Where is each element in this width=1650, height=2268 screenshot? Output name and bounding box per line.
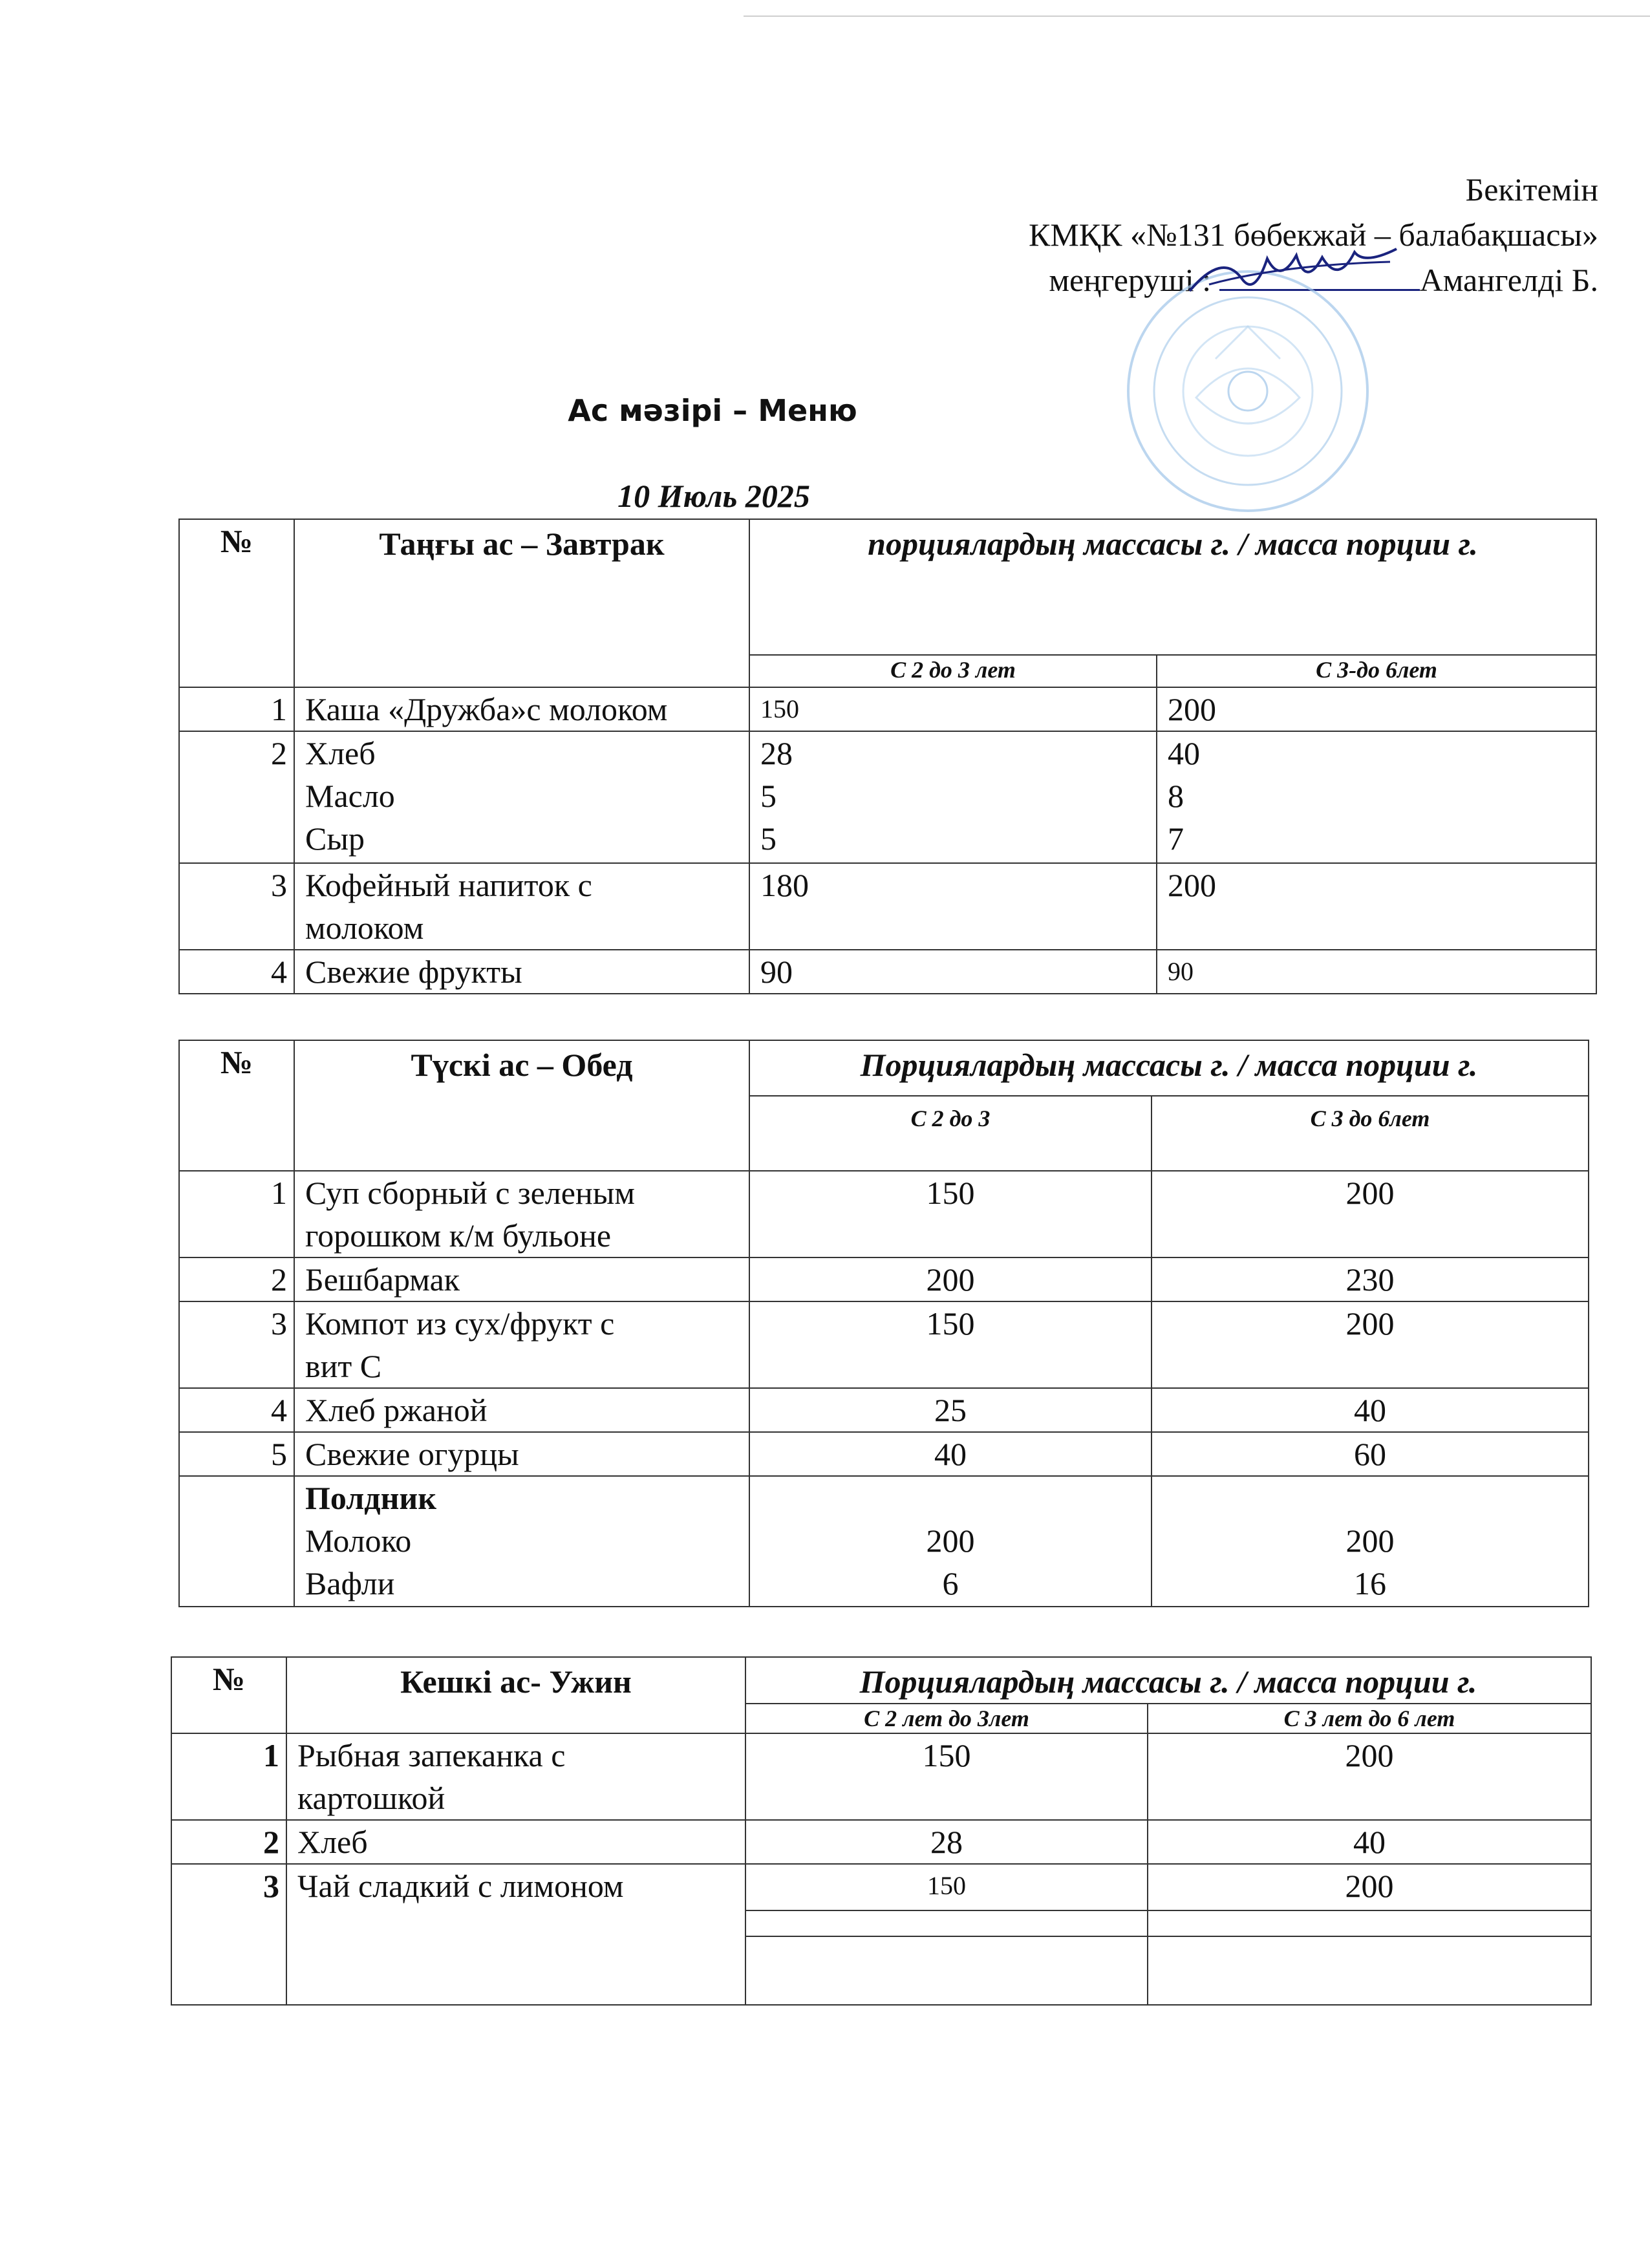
portion-age2: 7 (1168, 820, 1184, 857)
row-number: 4 (179, 950, 294, 994)
row-number: 1 (171, 1733, 286, 1820)
table-row (179, 863, 1596, 950)
row-number: 1 (179, 1171, 294, 1257)
col-meal-header: Кешкі ас- Ужин (286, 1657, 745, 1733)
portion-age2: 8 (1168, 778, 1184, 814)
col-mass-header: Порциялардың массасы г. / масса порции г. (749, 1040, 1589, 1096)
dish-name: Суп сборный с зеленым (305, 1175, 635, 1211)
portion-age1: 5 (760, 778, 777, 814)
portion-age2: 200 (1148, 1864, 1591, 1910)
age-group-2: С 3 лет до 6 лет (1148, 1704, 1591, 1733)
portion-age2: 200 (1152, 1171, 1589, 1257)
col-number-header: № (171, 1657, 286, 1733)
empty-cell (1148, 1910, 1591, 1936)
dish-name: Вафли (305, 1565, 395, 1601)
signature (1183, 239, 1403, 304)
col-mass-header: Порциялардың массасы г. / масса порции г. (745, 1657, 1591, 1704)
portion-age1: 5 (760, 820, 777, 857)
portion-age1: 180 (749, 863, 1157, 950)
portion-age2: 230 (1152, 1257, 1589, 1301)
page-title: Ас мәзірі – Меню (568, 393, 857, 428)
col-number-header: № (179, 1040, 294, 1171)
dish-name: Масло (305, 778, 395, 814)
portion-age1: 150 (745, 1864, 1148, 1910)
portion-age1: 150 (749, 1171, 1152, 1257)
dish-name: Свежие огурцы (294, 1432, 749, 1476)
table-row (179, 950, 1596, 994)
portion-age1: 150 (749, 687, 1157, 731)
dish-name: горошком к/м бульоне (305, 1217, 612, 1254)
snack-list (294, 1476, 749, 1607)
lunch-table (178, 1040, 1589, 1607)
menu-date: 10 Июль 2025 (617, 478, 810, 514)
table-row (179, 1388, 1589, 1432)
dish-name: вит С (305, 1348, 382, 1384)
approval-line1: Бекітемін (1465, 171, 1598, 208)
dish-name: Хлеб ржаной (294, 1388, 749, 1432)
col-meal-header: Түскі ас – Обед (294, 1040, 749, 1171)
portion-age2: 40 (1168, 735, 1200, 771)
portion-age1: 200 (749, 1257, 1152, 1301)
row-number: 3 (179, 1301, 294, 1388)
dish-name: Молоко (305, 1523, 412, 1559)
table-row (171, 1820, 1591, 1864)
row-number: 3 (179, 863, 294, 950)
row-number: 2 (179, 731, 294, 863)
col-meal-header: Таңғы ас – Завтрак (294, 519, 749, 687)
col-number-header: № (179, 519, 294, 687)
portion-age1: 40 (749, 1432, 1152, 1476)
age-group-2: С 3 до 6лет (1152, 1096, 1589, 1171)
dish-name: Чай сладкий с лимоном (286, 1864, 745, 2005)
age-group-2: С 3-до 6лет (1157, 655, 1596, 687)
col-mass-header: порциялардың массасы г. / масса порции г. (749, 519, 1596, 655)
portion-age2: 200 (1157, 687, 1596, 731)
portion-list-age1 (749, 731, 1157, 863)
portion-age1: 90 (749, 950, 1157, 994)
dish-list (294, 1171, 749, 1257)
portion-age1: 25 (749, 1388, 1152, 1432)
age-group-1: С 2 до 3 (749, 1096, 1152, 1171)
dish-list (294, 731, 749, 863)
portion-list-age2 (1157, 731, 1596, 863)
portion-age2: 200 (1148, 1733, 1591, 1820)
dinner-table (171, 1656, 1592, 2006)
row-number-empty (179, 1476, 294, 1607)
row-number: 2 (171, 1820, 286, 1864)
empty-cell (745, 1936, 1148, 2005)
portion-age1: 150 (749, 1301, 1152, 1388)
portion-list-age1 (749, 1476, 1152, 1607)
dish-name: Хлеб (286, 1820, 745, 1864)
portion-age1: 200 (926, 1523, 975, 1559)
scan-edge-line (744, 16, 1650, 17)
dish-name: картошкой (297, 1780, 445, 1816)
approval-role: меңгеруші : (1049, 262, 1212, 298)
row-number: 4 (179, 1388, 294, 1432)
table-row (171, 1864, 1591, 1910)
table-row (179, 731, 1596, 863)
dish-name: Бешбармак (294, 1257, 749, 1301)
portion-age2: 90 (1157, 950, 1596, 994)
dish-name: Кофейный напиток с (305, 867, 592, 903)
dish-name: молоком (305, 910, 424, 946)
portion-age1: 6 (942, 1565, 959, 1601)
table-row (179, 687, 1596, 731)
row-number: 5 (179, 1432, 294, 1476)
empty-cell (1148, 1936, 1591, 2005)
dish-name: Хлеб (305, 735, 376, 771)
portion-age2: 200 (1152, 1301, 1589, 1388)
dish-name: Сыр (305, 820, 365, 857)
portion-age2: 60 (1152, 1432, 1589, 1476)
breakfast-table (178, 519, 1597, 994)
dish-list (294, 863, 749, 950)
table-row (171, 1733, 1591, 1820)
table-row (179, 1301, 1589, 1388)
row-number: 3 (171, 1864, 286, 2005)
portion-age2: 200 (1345, 1523, 1395, 1559)
portion-age2: 16 (1354, 1565, 1386, 1601)
portion-age2: 40 (1148, 1820, 1591, 1864)
table-row (179, 1257, 1589, 1301)
approval-line2: КМҚК «№131 бөбекжай – балабақшасы» (1028, 217, 1598, 253)
age-group-1: С 2 лет до 3лет (745, 1704, 1148, 1733)
portion-age2: 200 (1157, 863, 1596, 950)
age-group-1: С 2 до 3 лет (749, 655, 1157, 687)
dish-list (294, 1301, 749, 1388)
portion-list-age2 (1152, 1476, 1589, 1607)
snack-row (179, 1476, 1589, 1607)
dish-name: Каша «Дружба»с молоком (294, 687, 749, 731)
row-number: 2 (179, 1257, 294, 1301)
approval-name: Амангелді Б. (1419, 262, 1598, 298)
table-row (179, 1432, 1589, 1476)
table-row (179, 1171, 1589, 1257)
portion-age1: 150 (745, 1733, 1148, 1820)
dish-name: Рыбная запеканка с (297, 1737, 566, 1773)
portion-age2: 40 (1152, 1388, 1589, 1432)
row-number: 1 (179, 687, 294, 731)
dish-name: Свежие фрукты (294, 950, 749, 994)
portion-age1: 28 (745, 1820, 1148, 1864)
dish-list (286, 1733, 745, 1820)
snack-heading: Полдник (305, 1480, 437, 1516)
empty-cell (745, 1910, 1148, 1936)
dish-name: Компот из сух/фрукт с (305, 1305, 615, 1342)
portion-age1: 28 (760, 735, 793, 771)
